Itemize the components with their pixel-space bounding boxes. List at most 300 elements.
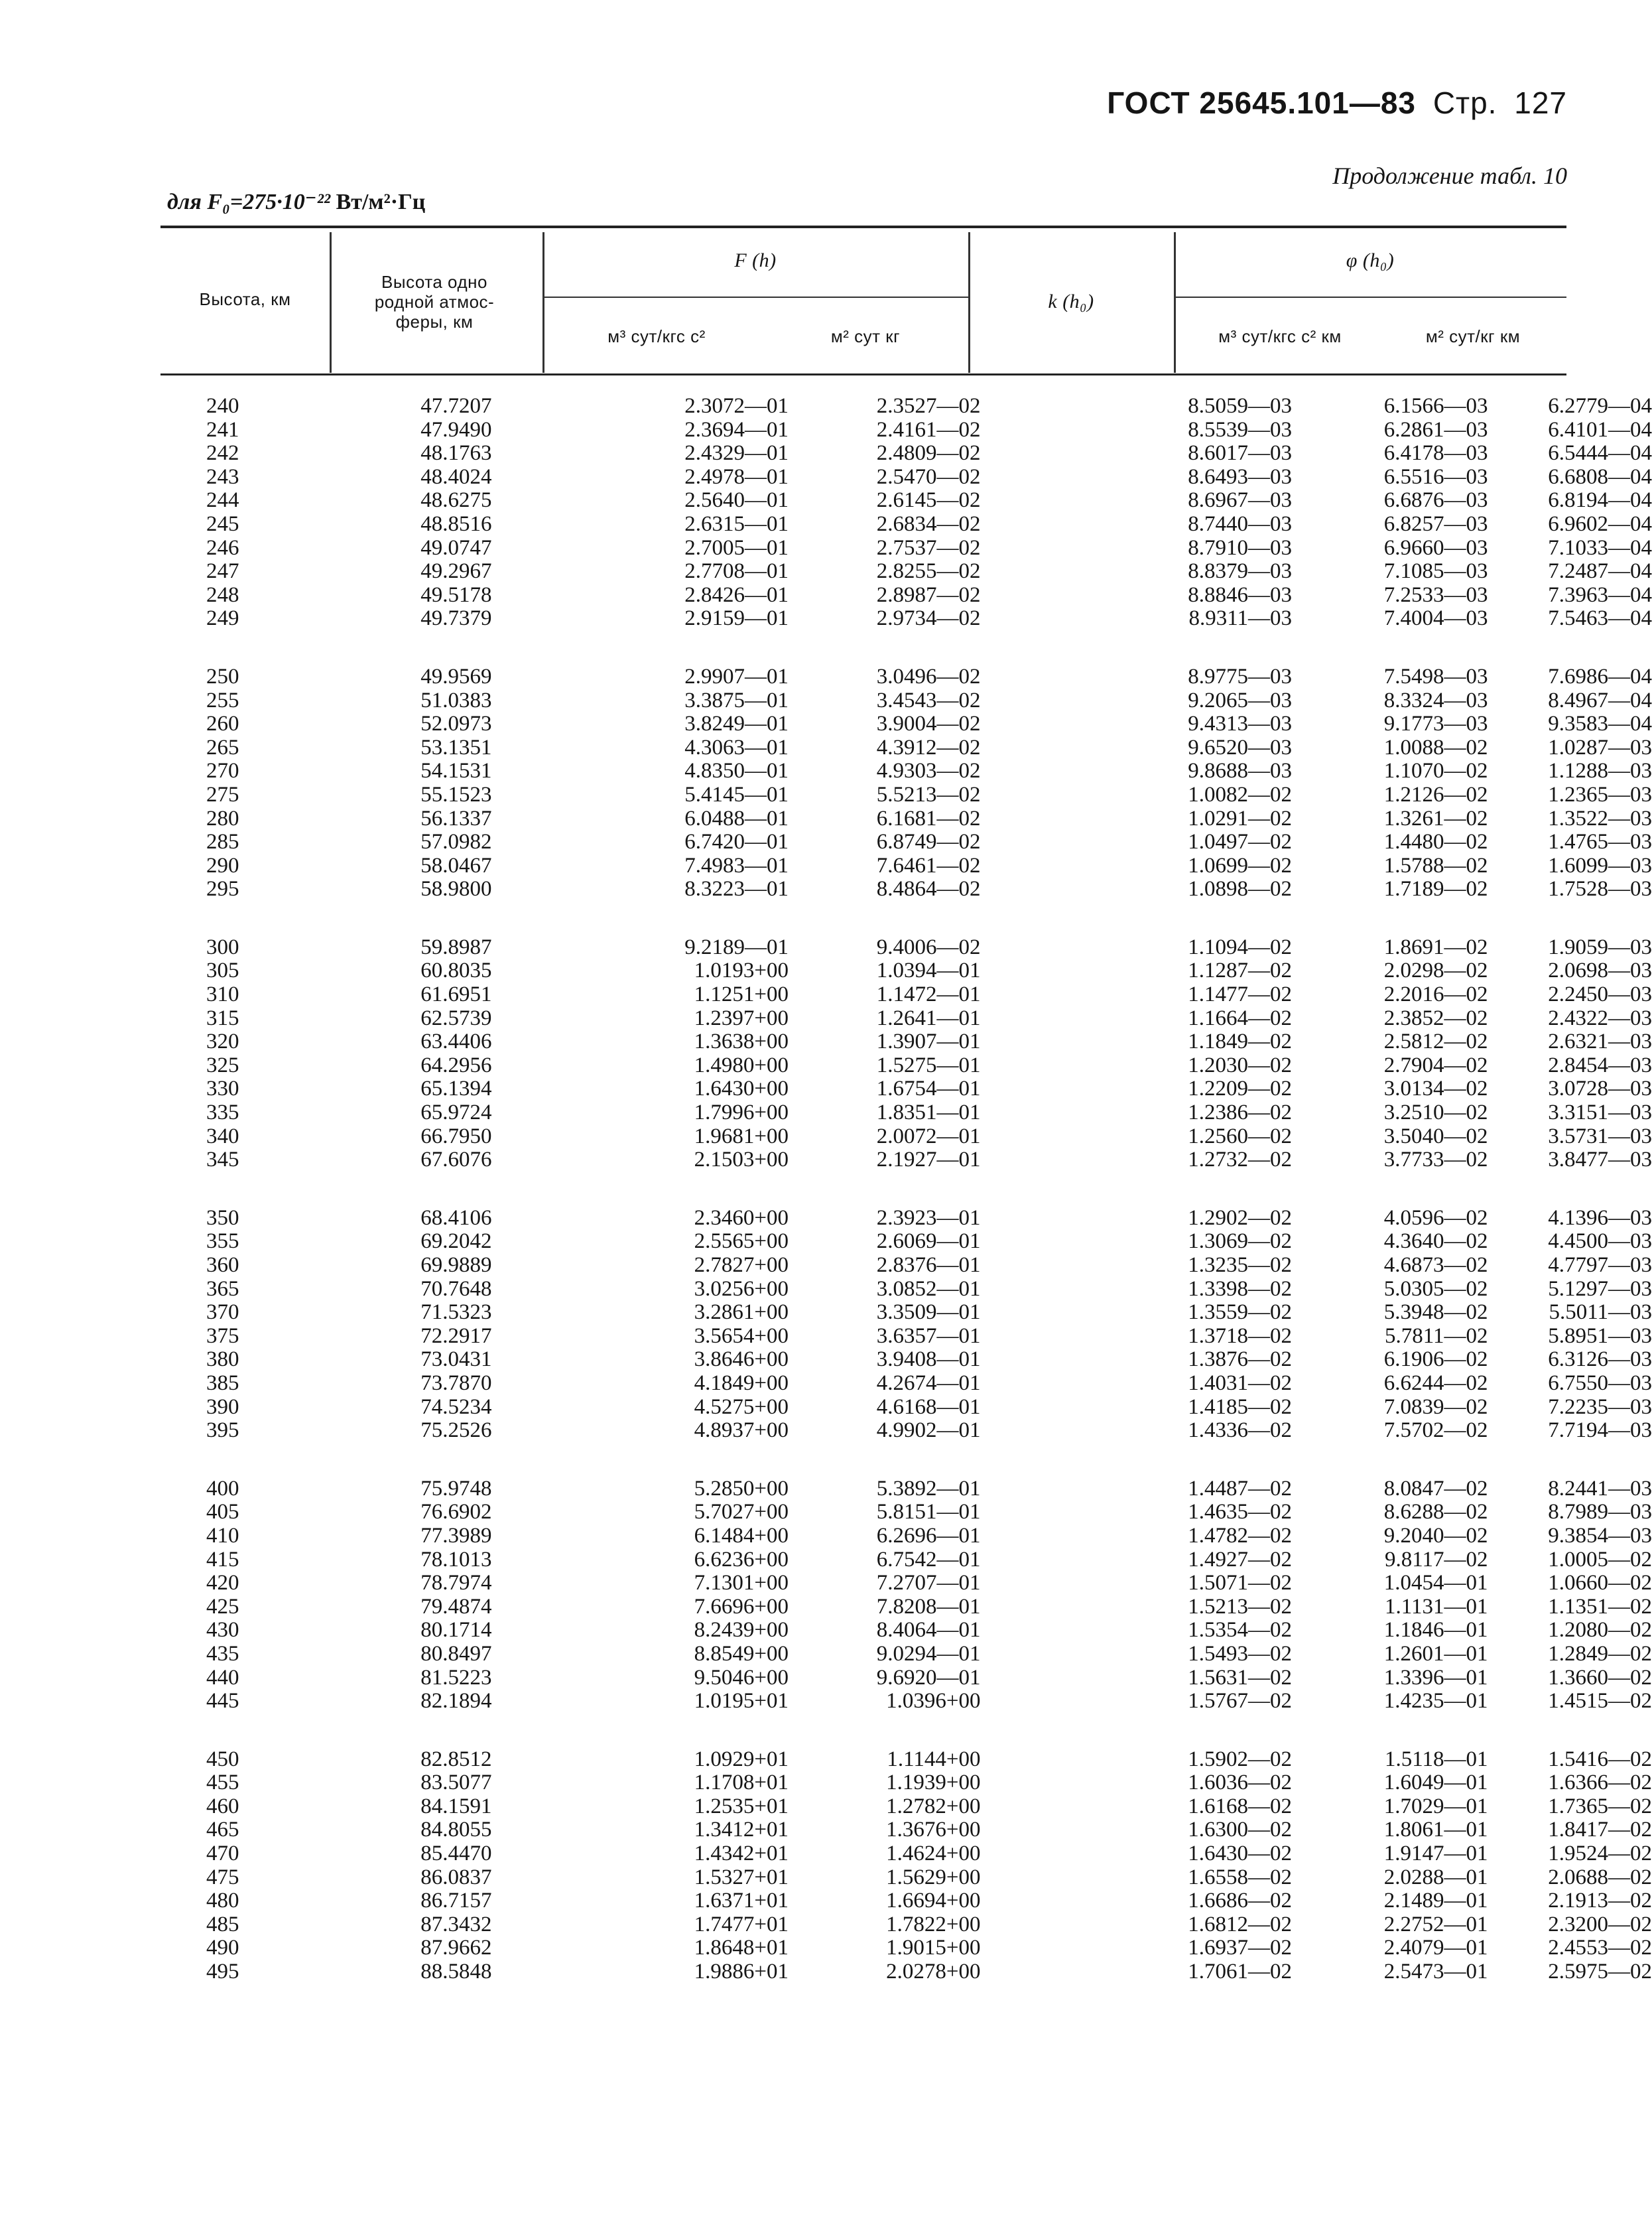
cell-F-value-2: 7.6461—02 bbox=[876, 853, 981, 878]
condition-units: Вт/м²·Гц bbox=[336, 190, 426, 214]
cell-altitude: 275 bbox=[206, 782, 239, 807]
cell-phi-value-1: 4.6873—02 bbox=[1383, 1253, 1488, 1277]
table-row bbox=[0, 1372, 1652, 1396]
cell-phi-value-2: 8.7989—03 bbox=[1548, 1500, 1652, 1524]
cell-altitude: 241 bbox=[206, 417, 239, 442]
cell-k-value: 1.4031—02 bbox=[1188, 1371, 1292, 1395]
cell-scale-height: 49.9569 bbox=[420, 664, 492, 689]
cell-F-value-1: 2.3694—01 bbox=[684, 417, 789, 442]
table-row bbox=[0, 831, 1652, 854]
row-group bbox=[0, 665, 1652, 902]
cell-scale-height: 78.1013 bbox=[420, 1547, 492, 1572]
cell-scale-height: 74.5234 bbox=[420, 1394, 492, 1419]
cell-phi-value-2: 2.1913—02 bbox=[1548, 1889, 1652, 1913]
cell-k-value: 1.1664—02 bbox=[1188, 1006, 1292, 1030]
row-group bbox=[0, 1477, 1652, 1714]
cell-altitude: 260 bbox=[206, 712, 239, 736]
cell-phi-value-1: 3.5040—02 bbox=[1383, 1124, 1488, 1148]
cell-scale-height: 84.1591 bbox=[420, 1794, 492, 1818]
table-row bbox=[0, 1936, 1652, 1960]
cell-F-value-1: 9.2189—01 bbox=[684, 935, 789, 959]
cell-F-value-1: 1.3638+00 bbox=[694, 1030, 789, 1054]
table-row bbox=[0, 1278, 1652, 1302]
cell-phi-value-2: 2.8454—03 bbox=[1548, 1053, 1652, 1077]
cell-phi-value-2: 6.5444—04 bbox=[1548, 441, 1652, 466]
cell-phi-value-2: 7.5463—04 bbox=[1548, 606, 1652, 631]
page-number: 127 bbox=[1514, 86, 1567, 120]
cell-altitude: 400 bbox=[206, 1476, 239, 1501]
header-phi-unit-2: м² сут/кг км bbox=[1425, 326, 1521, 346]
cell-phi-value-2: 6.8194—04 bbox=[1548, 488, 1652, 513]
condition-prefix: для bbox=[167, 190, 202, 214]
cell-scale-height: 53.1351 bbox=[420, 735, 492, 760]
table-row bbox=[0, 1524, 1652, 1548]
cell-scale-height: 56.1337 bbox=[420, 806, 492, 831]
cell-scale-height: 84.8055 bbox=[420, 1818, 492, 1842]
cell-F-value-1: 2.7708—01 bbox=[684, 559, 789, 584]
cell-altitude: 248 bbox=[206, 582, 239, 607]
table-row bbox=[0, 1548, 1652, 1572]
cell-k-value: 9.8688—03 bbox=[1188, 759, 1292, 783]
cell-k-value: 1.2902—02 bbox=[1188, 1205, 1292, 1230]
cell-F-value-1: 1.1708+01 bbox=[694, 1771, 789, 1795]
cell-phi-value-1: 6.9660—03 bbox=[1383, 535, 1488, 560]
cell-phi-value-2: 1.3522—03 bbox=[1548, 806, 1652, 831]
table-row bbox=[0, 1148, 1652, 1172]
cell-scale-height: 82.8512 bbox=[420, 1747, 492, 1771]
cell-k-value: 1.0497—02 bbox=[1188, 830, 1292, 854]
table-row bbox=[0, 1101, 1652, 1125]
table-row bbox=[0, 1866, 1652, 1890]
cell-phi-value-1: 3.2510—02 bbox=[1383, 1101, 1488, 1125]
cell-phi-value-2: 1.4765—03 bbox=[1548, 830, 1652, 854]
row-group bbox=[0, 1207, 1652, 1443]
cell-phi-value-2: 1.1288—03 bbox=[1548, 759, 1652, 783]
cell-phi-value-1: 7.0839—02 bbox=[1383, 1394, 1488, 1419]
cell-scale-height: 58.9800 bbox=[420, 877, 492, 902]
cell-F-value-1: 2.1503+00 bbox=[694, 1148, 789, 1172]
cell-phi-value-2: 1.2365—03 bbox=[1548, 782, 1652, 807]
cell-phi-value-2: 2.2450—03 bbox=[1548, 982, 1652, 1007]
cell-F-value-2: 2.0072—01 bbox=[876, 1124, 981, 1148]
cell-phi-value-1: 2.0288—01 bbox=[1383, 1865, 1488, 1889]
table-row bbox=[0, 1207, 1652, 1231]
cell-phi-value-1: 7.2533—03 bbox=[1383, 582, 1488, 607]
cell-k-value: 1.1094—02 bbox=[1188, 935, 1292, 959]
cell-F-value-2: 2.4809—02 bbox=[876, 441, 981, 466]
cell-F-value-1: 2.4978—01 bbox=[684, 464, 789, 489]
cell-altitude: 385 bbox=[206, 1371, 239, 1395]
cell-scale-height: 75.2526 bbox=[420, 1418, 492, 1443]
table-row bbox=[0, 983, 1652, 1007]
cell-phi-value-1: 6.6876—03 bbox=[1383, 488, 1488, 513]
cell-F-value-1: 3.2861+00 bbox=[694, 1300, 789, 1325]
row-group bbox=[0, 936, 1652, 1172]
table-row bbox=[0, 1030, 1652, 1054]
cell-F-value-2: 3.6357—01 bbox=[876, 1323, 981, 1348]
cell-scale-height: 73.0431 bbox=[420, 1347, 492, 1372]
table-row bbox=[0, 489, 1652, 513]
cell-k-value: 1.4927—02 bbox=[1188, 1547, 1292, 1572]
table-row bbox=[0, 1301, 1652, 1325]
cell-phi-value-2: 2.3200—02 bbox=[1548, 1912, 1652, 1936]
cell-altitude: 335 bbox=[206, 1101, 239, 1125]
cell-F-value-2: 2.8255—02 bbox=[876, 559, 981, 584]
cell-F-value-1: 2.3072—01 bbox=[684, 394, 789, 418]
cell-F-value-1: 2.7005—01 bbox=[684, 535, 789, 560]
cell-phi-value-1: 1.1131—01 bbox=[1384, 1594, 1488, 1619]
table-row bbox=[0, 1125, 1652, 1149]
cell-scale-height: 49.7379 bbox=[420, 606, 492, 631]
header-F-unit-1: м³ сут/кгс с² bbox=[607, 326, 706, 346]
table-row bbox=[0, 419, 1652, 442]
cell-altitude: 270 bbox=[206, 759, 239, 783]
cell-phi-value-1: 1.9147—01 bbox=[1383, 1842, 1488, 1866]
cell-altitude: 495 bbox=[206, 1960, 239, 1984]
cell-k-value: 1.4635—02 bbox=[1188, 1500, 1292, 1524]
cell-scale-height: 48.6275 bbox=[420, 488, 492, 513]
table-row bbox=[0, 1748, 1652, 1772]
cell-phi-value-1: 2.1489—01 bbox=[1383, 1889, 1488, 1913]
cell-phi-value-2: 6.2779—04 bbox=[1548, 394, 1652, 418]
cell-F-value-2: 2.3527—02 bbox=[876, 394, 981, 418]
cell-altitude: 246 bbox=[206, 535, 239, 560]
cell-phi-value-1: 5.3948—02 bbox=[1383, 1300, 1488, 1325]
cell-phi-value-1: 6.2861—03 bbox=[1383, 417, 1488, 442]
cell-k-value: 1.6686—02 bbox=[1188, 1889, 1292, 1913]
cell-F-value-1: 2.3460+00 bbox=[694, 1205, 789, 1230]
cell-F-value-1: 7.4983—01 bbox=[684, 853, 789, 878]
cell-F-value-2: 1.6694+00 bbox=[886, 1889, 981, 1913]
cell-phi-value-2: 8.2441—03 bbox=[1548, 1476, 1652, 1501]
cell-phi-value-2: 3.8477—03 bbox=[1548, 1148, 1652, 1172]
cell-k-value: 1.4487—02 bbox=[1188, 1476, 1292, 1501]
cell-scale-height: 61.6951 bbox=[420, 982, 492, 1007]
cell-k-value: 1.0082—02 bbox=[1188, 782, 1292, 807]
cell-F-value-2: 5.8151—01 bbox=[876, 1500, 981, 1524]
cell-phi-value-1: 3.0134—02 bbox=[1383, 1077, 1488, 1101]
cell-altitude: 247 bbox=[206, 559, 239, 584]
cell-F-value-1: 1.3412+01 bbox=[694, 1818, 789, 1842]
cell-F-value-1: 1.0195+01 bbox=[694, 1689, 789, 1714]
cell-phi-value-1: 1.0088—02 bbox=[1383, 735, 1488, 760]
cell-F-value-2: 1.1939+00 bbox=[886, 1771, 981, 1795]
cell-k-value: 1.3398—02 bbox=[1188, 1276, 1292, 1301]
cell-scale-height: 78.7974 bbox=[420, 1571, 492, 1595]
cell-phi-value-2: 1.0660—02 bbox=[1548, 1571, 1652, 1595]
cell-altitude: 310 bbox=[206, 982, 239, 1007]
cell-scale-height: 87.9662 bbox=[420, 1936, 492, 1960]
row-group bbox=[0, 395, 1652, 631]
cell-phi-value-2: 3.5731—03 bbox=[1548, 1124, 1652, 1148]
cell-phi-value-1: 2.3852—02 bbox=[1383, 1006, 1488, 1030]
cell-F-value-2: 4.9902—01 bbox=[876, 1418, 981, 1443]
cell-phi-value-1: 6.4178—03 bbox=[1383, 441, 1488, 466]
cell-k-value: 1.6036—02 bbox=[1188, 1771, 1292, 1795]
cell-F-value-2: 9.0294—01 bbox=[876, 1641, 981, 1666]
cell-scale-height: 59.8987 bbox=[420, 935, 492, 959]
table-row bbox=[0, 1007, 1652, 1031]
cell-k-value: 1.2560—02 bbox=[1188, 1124, 1292, 1148]
cell-F-value-2: 3.4543—02 bbox=[876, 688, 981, 712]
cell-F-value-1: 3.8646+00 bbox=[694, 1347, 789, 1372]
cell-altitude: 243 bbox=[206, 464, 239, 489]
cell-F-value-1: 2.5565+00 bbox=[694, 1229, 789, 1254]
cell-scale-height: 77.3989 bbox=[420, 1523, 492, 1548]
cell-F-value-2: 2.6834—02 bbox=[876, 511, 981, 536]
cell-altitude: 420 bbox=[206, 1571, 239, 1595]
table-row bbox=[0, 878, 1652, 902]
cell-scale-height: 71.5323 bbox=[420, 1300, 492, 1325]
cell-F-value-1: 1.2397+00 bbox=[694, 1006, 789, 1030]
cell-phi-value-1: 1.8061—01 bbox=[1383, 1818, 1488, 1842]
cell-altitude: 244 bbox=[206, 488, 239, 513]
subheader-rule bbox=[542, 297, 968, 298]
cell-F-value-1: 1.7477+01 bbox=[694, 1912, 789, 1936]
cell-F-value-1: 5.7027+00 bbox=[694, 1500, 789, 1524]
cell-phi-value-1: 9.8117—02 bbox=[1384, 1547, 1488, 1572]
standard-number: ГОСТ 25645.101—83 bbox=[1107, 86, 1417, 120]
cell-F-value-2: 2.6069—01 bbox=[876, 1229, 981, 1254]
cell-phi-value-1: 1.2126—02 bbox=[1383, 782, 1488, 807]
cell-altitude: 455 bbox=[206, 1771, 239, 1795]
cell-F-value-1: 7.6696+00 bbox=[694, 1594, 789, 1619]
cell-phi-value-2: 4.4500—03 bbox=[1548, 1229, 1652, 1254]
cell-phi-value-1: 1.1846—01 bbox=[1383, 1618, 1488, 1643]
table-row bbox=[0, 665, 1652, 689]
cell-F-value-2: 3.9004—02 bbox=[876, 712, 981, 736]
cell-phi-value-1: 2.5473—01 bbox=[1383, 1960, 1488, 1984]
cell-phi-value-2: 4.1396—03 bbox=[1548, 1205, 1652, 1230]
header-phi-unit-1: м³ сут/кгс с² км bbox=[1218, 326, 1342, 346]
condition-label bbox=[167, 188, 425, 215]
cell-k-value: 1.2386—02 bbox=[1188, 1101, 1292, 1125]
cell-phi-value-2: 8.4967—04 bbox=[1548, 688, 1652, 712]
cell-phi-value-2: 7.3963—04 bbox=[1548, 582, 1652, 607]
cell-phi-value-2: 2.4322—03 bbox=[1548, 1006, 1652, 1030]
cell-F-value-1: 1.5327+01 bbox=[694, 1865, 789, 1889]
cell-altitude: 370 bbox=[206, 1300, 239, 1325]
cell-F-value-1: 1.4980+00 bbox=[694, 1053, 789, 1077]
table-row bbox=[0, 1795, 1652, 1819]
cell-phi-value-1: 1.2601—01 bbox=[1383, 1641, 1488, 1666]
cell-F-value-2: 1.0394—01 bbox=[876, 959, 981, 983]
table-row bbox=[0, 959, 1652, 983]
cell-F-value-2: 1.1472—01 bbox=[876, 982, 981, 1007]
cell-k-value: 1.3235—02 bbox=[1188, 1253, 1292, 1277]
cell-F-value-2: 2.4161—02 bbox=[876, 417, 981, 442]
cell-phi-value-1: 1.6049—01 bbox=[1383, 1771, 1488, 1795]
cell-F-value-1: 8.8549+00 bbox=[694, 1641, 789, 1666]
cell-phi-value-1: 2.2016—02 bbox=[1383, 982, 1488, 1007]
table-top-rule bbox=[160, 226, 1566, 228]
cell-scale-height: 75.9748 bbox=[420, 1476, 492, 1501]
cell-k-value: 8.5539—03 bbox=[1188, 417, 1292, 442]
cell-k-value: 1.1477—02 bbox=[1188, 982, 1292, 1007]
cell-altitude: 425 bbox=[206, 1594, 239, 1619]
cell-k-value: 1.2732—02 bbox=[1188, 1148, 1292, 1172]
cell-F-value-2: 1.9015+00 bbox=[886, 1936, 981, 1960]
cell-altitude: 375 bbox=[206, 1323, 239, 1348]
cell-k-value: 8.7910—03 bbox=[1188, 535, 1292, 560]
cell-F-value-2: 6.1681—02 bbox=[876, 806, 981, 831]
cell-phi-value-2: 1.9524—02 bbox=[1548, 1842, 1652, 1866]
cell-F-value-2: 2.9734—02 bbox=[876, 606, 981, 631]
table-row bbox=[0, 1325, 1652, 1349]
cell-scale-height: 52.0973 bbox=[420, 712, 492, 736]
page-label: Стр. bbox=[1432, 86, 1497, 120]
cell-phi-value-2: 1.6366—02 bbox=[1548, 1771, 1652, 1795]
cell-altitude: 465 bbox=[206, 1818, 239, 1842]
cell-phi-value-2: 1.7528—03 bbox=[1548, 877, 1652, 902]
cell-phi-value-1: 7.5702—02 bbox=[1383, 1418, 1488, 1443]
cell-F-value-1: 1.1251+00 bbox=[694, 982, 789, 1007]
cell-F-value-2: 6.2696—01 bbox=[876, 1523, 981, 1548]
cell-k-value: 8.5059—03 bbox=[1188, 394, 1292, 418]
cell-phi-value-2: 4.7797—03 bbox=[1548, 1253, 1652, 1277]
cell-altitude: 285 bbox=[206, 830, 239, 854]
cell-scale-height: 81.5223 bbox=[420, 1665, 492, 1690]
cell-F-value-1: 1.8648+01 bbox=[694, 1936, 789, 1960]
cell-scale-height: 83.5077 bbox=[420, 1771, 492, 1795]
cell-F-value-2: 3.0496—02 bbox=[876, 664, 981, 689]
cell-k-value: 8.6017—03 bbox=[1188, 441, 1292, 466]
cell-scale-height: 72.2917 bbox=[420, 1323, 492, 1348]
table-row bbox=[0, 607, 1652, 631]
table-row bbox=[0, 1643, 1652, 1666]
cell-scale-height: 68.4106 bbox=[420, 1205, 492, 1230]
cell-k-value: 8.9775—03 bbox=[1188, 664, 1292, 689]
cell-phi-value-1: 2.0298—02 bbox=[1383, 959, 1488, 983]
cell-phi-value-2: 5.8951—03 bbox=[1548, 1323, 1652, 1348]
cell-F-value-1: 5.4145—01 bbox=[684, 782, 789, 807]
cell-phi-value-1: 1.7029—01 bbox=[1383, 1794, 1488, 1818]
cell-scale-height: 85.4470 bbox=[420, 1842, 492, 1866]
cell-scale-height: 49.5178 bbox=[420, 582, 492, 607]
cell-F-value-2: 2.1927—01 bbox=[876, 1148, 981, 1172]
cell-F-value-1: 4.1849+00 bbox=[694, 1371, 789, 1395]
cell-phi-value-1: 1.0454—01 bbox=[1383, 1571, 1488, 1595]
cell-F-value-2: 2.6145—02 bbox=[876, 488, 981, 513]
cell-F-value-2: 3.9408—01 bbox=[876, 1347, 981, 1372]
cell-F-value-1: 2.5640—01 bbox=[684, 488, 789, 513]
cell-F-value-2: 9.6920—01 bbox=[876, 1665, 981, 1690]
cell-F-value-2: 2.3923—01 bbox=[876, 1205, 981, 1230]
cell-F-value-2: 3.3509—01 bbox=[876, 1300, 981, 1325]
table-row bbox=[0, 1690, 1652, 1714]
cell-scale-height: 66.7950 bbox=[420, 1124, 492, 1148]
cell-altitude: 320 bbox=[206, 1030, 239, 1054]
cell-altitude: 415 bbox=[206, 1547, 239, 1572]
cell-scale-height: 48.8516 bbox=[420, 511, 492, 536]
cell-k-value: 1.2030—02 bbox=[1188, 1053, 1292, 1077]
cell-k-value: 9.6520—03 bbox=[1188, 735, 1292, 760]
table-row bbox=[0, 1348, 1652, 1372]
cell-k-value: 1.1287—02 bbox=[1188, 959, 1292, 983]
cell-phi-value-2: 7.6986—04 bbox=[1548, 664, 1652, 689]
cell-phi-value-2: 1.4515—02 bbox=[1548, 1689, 1652, 1714]
cell-k-value: 9.2065—03 bbox=[1188, 688, 1292, 712]
cell-phi-value-1: 8.3324—03 bbox=[1383, 688, 1488, 712]
cell-k-value: 1.5071—02 bbox=[1188, 1571, 1292, 1595]
cell-k-value: 1.0699—02 bbox=[1188, 853, 1292, 878]
cell-phi-value-2: 1.2849—02 bbox=[1548, 1641, 1652, 1666]
table-header-bottom-rule bbox=[160, 373, 1566, 375]
table-continuation-note: Продолжение табл. 10 bbox=[1332, 163, 1567, 189]
cell-scale-height: 48.1763 bbox=[420, 441, 492, 466]
table-row bbox=[0, 1913, 1652, 1937]
cell-phi-value-2: 9.3583—04 bbox=[1548, 712, 1652, 736]
cell-altitude: 365 bbox=[206, 1276, 239, 1301]
cell-k-value: 1.5902—02 bbox=[1188, 1747, 1292, 1771]
cell-phi-value-1: 1.3261—02 bbox=[1383, 806, 1488, 831]
cell-F-value-2: 1.2782+00 bbox=[886, 1794, 981, 1818]
cell-phi-value-2: 6.4101—04 bbox=[1548, 417, 1652, 442]
cell-altitude: 470 bbox=[206, 1842, 239, 1866]
cell-altitude: 430 bbox=[206, 1618, 239, 1643]
cell-phi-value-2: 6.3126—03 bbox=[1548, 1347, 1652, 1372]
cell-scale-height: 47.9490 bbox=[420, 417, 492, 442]
cell-F-value-2: 1.0396+00 bbox=[886, 1689, 981, 1714]
cell-scale-height: 57.0982 bbox=[420, 830, 492, 854]
header-scale-height: Высота одно родной атмос-феры, км bbox=[374, 272, 495, 332]
cell-scale-height: 76.6902 bbox=[420, 1500, 492, 1524]
cell-phi-value-2: 3.0728—03 bbox=[1548, 1077, 1652, 1101]
table-row bbox=[0, 1396, 1652, 1420]
cell-scale-height: 55.1523 bbox=[420, 782, 492, 807]
cell-k-value: 1.4336—02 bbox=[1188, 1418, 1292, 1443]
cell-phi-value-2: 1.5416—02 bbox=[1548, 1747, 1652, 1771]
cell-F-value-1: 4.8350—01 bbox=[684, 759, 789, 783]
cell-scale-height: 58.0467 bbox=[420, 853, 492, 878]
cell-F-value-1: 2.8426—01 bbox=[684, 582, 789, 607]
cell-F-value-1: 4.5275+00 bbox=[694, 1394, 789, 1419]
table-row bbox=[0, 537, 1652, 561]
table-row bbox=[0, 442, 1652, 466]
cell-phi-value-2: 1.2080—02 bbox=[1548, 1618, 1652, 1643]
table-body bbox=[0, 395, 1652, 2019]
cell-altitude: 305 bbox=[206, 959, 239, 983]
cell-scale-height: 65.9724 bbox=[420, 1101, 492, 1125]
cell-k-value: 1.3718—02 bbox=[1188, 1323, 1292, 1348]
cell-k-value: 1.0291—02 bbox=[1188, 806, 1292, 831]
header-F-unit-2: м² сут кг bbox=[830, 326, 901, 346]
table-row bbox=[0, 1818, 1652, 1842]
cell-F-value-1: 3.0256+00 bbox=[694, 1276, 789, 1301]
cell-altitude: 345 bbox=[206, 1148, 239, 1172]
cell-F-value-2: 9.4006—02 bbox=[876, 935, 981, 959]
header-F: F (h) bbox=[734, 249, 777, 271]
cell-k-value: 1.6937—02 bbox=[1188, 1936, 1292, 1960]
cell-F-value-1: 5.2850+00 bbox=[694, 1476, 789, 1501]
table-row bbox=[0, 1077, 1652, 1101]
table-row bbox=[0, 1254, 1652, 1278]
cell-phi-value-1: 8.6288—02 bbox=[1383, 1500, 1488, 1524]
cell-phi-value-1: 6.5516—03 bbox=[1383, 464, 1488, 489]
cell-F-value-2: 6.8749—02 bbox=[876, 830, 981, 854]
cell-scale-height: 69.9889 bbox=[420, 1253, 492, 1277]
cell-k-value: 8.6493—03 bbox=[1188, 464, 1292, 489]
cell-F-value-1: 1.0929+01 bbox=[694, 1747, 789, 1771]
table-row bbox=[0, 1842, 1652, 1866]
cell-phi-value-1: 2.7904—02 bbox=[1383, 1053, 1488, 1077]
cell-phi-value-2: 6.9602—04 bbox=[1548, 511, 1652, 536]
cell-k-value: 1.5767—02 bbox=[1188, 1689, 1292, 1714]
cell-phi-value-2: 9.3854—03 bbox=[1548, 1523, 1652, 1548]
header-k: k (h₀) bbox=[1048, 291, 1094, 312]
cell-F-value-2: 1.2641—01 bbox=[876, 1006, 981, 1030]
cell-altitude: 340 bbox=[206, 1124, 239, 1148]
